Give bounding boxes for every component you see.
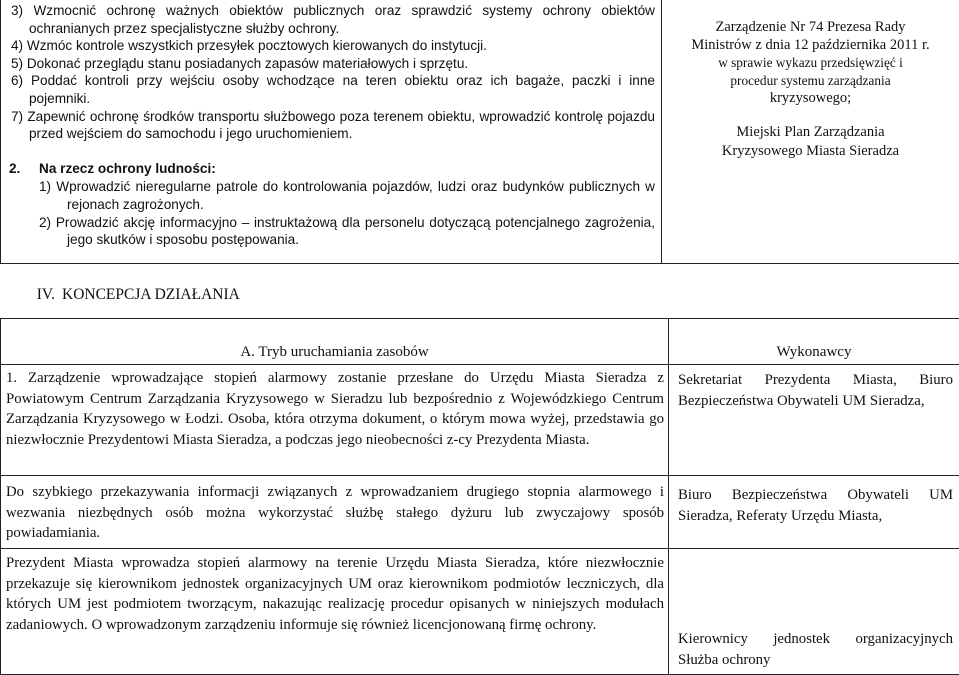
header-executors: Wykonawcy	[669, 319, 959, 365]
section-2-heading	[1, 160, 661, 178]
row-2-executors-text: Biuro Bezpieczeństwa Obywateli UM Sieradza, Referaty Urzędu Miasta,	[669, 485, 959, 526]
header-mode: A. Tryb uruchamiania zasobów	[1, 319, 669, 365]
measure-item-3: 3) Wzmocnić ochronę ważnych obiektów publicznych oraz sprawdzić systemy ochrony obiektów ochranianych przez specjalistyczne służby ochrony.	[1, 2, 655, 37]
legal-basis-line-1: Zarządzenie Nr 74 Prezesa Rady	[662, 18, 959, 36]
legal-basis-line-4: kryzysowego;	[662, 89, 959, 107]
resources-table	[0, 318, 959, 675]
section-roman-numeral: IV.	[0, 286, 55, 304]
row-1-executors	[669, 365, 959, 476]
legal-basis-line-2: Ministrów z dnia 12 października 2011 r.	[662, 36, 959, 54]
row-2-text: Do szybkiego przekazywania informacji związanych z wprowadzaniem drugiego stopnia alarmowego i wezwania niezbędnych osób można wykorzystać służbę stałego dyżuru lub zwyczajowy sposób powiadamiania.	[1, 482, 668, 544]
section-heading-iv	[0, 286, 240, 304]
section-2-number: 2.	[1, 160, 39, 178]
measure-item-6: 6) Poddać kontroli przy wejściu osoby wchodzące na teren obiektu oraz ich bagaże, paczki i inne pojemniki.	[1, 72, 655, 107]
section-2-title: Na rzecz ochrony ludności:	[39, 161, 216, 176]
measure-item-4: 4) Wzmóc kontrole wszystkich przesyłek pocztowych kierowanych do instytucji.	[1, 37, 655, 55]
section-title: KONCEPCJA DZIAŁANIA	[62, 286, 240, 303]
row-2-description	[1, 476, 669, 549]
measures-cell	[1, 0, 662, 264]
population-item-2: 2) Prowadzić akcję informacyjno – instruktażową dla personelu dotyczącą potencjalnego zagrożenia, jego skutków i sposobu postępowania.	[1, 214, 655, 249]
legal-basis-line-5: Miejski Plan Zarządzania Kryzysowego Miasta Sieradza	[662, 123, 959, 161]
row-1-description	[1, 365, 669, 476]
row-3-text: Prezydent Miasta wprowadza stopień alarmowy na terenie Urzędu Miasta Sieradza, które niezwłocznie przekazuje się kierownikom jednostek organizacyjnych UM oraz kierownikom podmiotów leczniczych, dla których UM jest podmiotem tworzącym, nakazując realizację procedur opisanych w niniejszych modułach zadaniowych. O wprowadzonym zarządzeniu informuje się również licencjonowaną firmę ochrony.	[1, 553, 668, 635]
row-1-executors-text: Sekretariat Prezydenta Miasta, Biuro Bezpieczeństwa Obywateli UM Sieradza,	[669, 370, 959, 411]
legal-basis-line-3: w sprawie wykazu przedsięwzięć i procedur systemu zarządzania	[662, 54, 959, 89]
measure-item-7: 7) Zapewnić ochronę środków transportu służbowego poza terenem obiektu, wprowadzić kontrolę pojazdu przed wejściem do samochodu i jego uruchomieniem.	[1, 108, 655, 143]
measures-table	[0, 0, 959, 264]
legal-basis-cell	[662, 0, 959, 264]
row-2-executors	[669, 476, 959, 549]
row-1-text: 1. Zarządzenie wprowadzające stopień alarmowy zostanie przesłane do Urzędu Miasta Sieradza z Powiatowym Centrum Zarządzania Kryzysowego w Sieradzu lub bezpośrednio z Wojewódzkiego Centrum Zarządzania Kryzysowego w Łodzi. Osoba, która otrzyma dokument, o którym mowa wyżej, przedstawia go niezwłocznie Prezydentowi Miasta Sieradza, a podczas jego nieobecności z-cy Prezydenta Miasta.	[1, 368, 668, 450]
measure-item-5: 5) Dokonać przeglądu stanu posiadanych zapasów materiałowych i sprzętu.	[1, 55, 655, 73]
population-item-1: 1) Wprowadzić nieregularne patrole do kontrolowania pojazdów, ludzi oraz budynków publicznych w rejonach zagrożonych.	[1, 178, 655, 213]
row-3-executors-text: Kierownicy jednostek organizacyjnych Służba ochrony	[669, 629, 959, 670]
